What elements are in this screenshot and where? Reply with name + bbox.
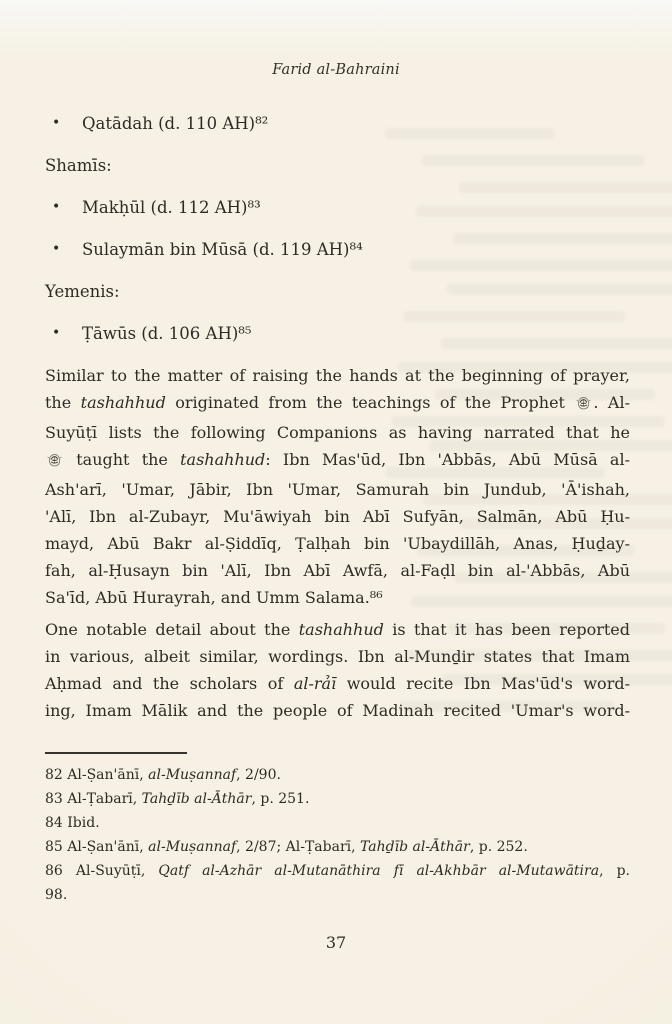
footnote-line: 86 Al-Suyūṭī, Qatf al-Azhār al-Mutanāthira fī al-Akhbār al-Mutawātira, p. (45, 863, 630, 879)
list-item (45, 110, 630, 137)
footnote-line: 84 Ibid. (45, 815, 100, 831)
list-item-text: Qatādah (d. 110 AH)⁸² (82, 114, 269, 133)
list-item-text: Ṭāwūs (d. 106 AH)⁸⁵ (82, 324, 252, 343)
list-item-text: Shamīs: (45, 156, 112, 175)
prophet-honorific-icon (575, 392, 592, 419)
paragraph-line: 'Alī, Ibn al-Zubayr, Mu'āwiyah bin Abī Sufyān, Salmān, Abū Ḥu- (45, 507, 630, 526)
paragraph-line: Suyūṭī lists the following Companions as having narrated that he (45, 423, 630, 442)
paragraph-line: Ash'arī, 'Umar, Jābir, Ibn 'Umar, Samurah bin Jundub, 'Ā'ishah, (45, 480, 630, 499)
footnotes (45, 763, 630, 907)
bullet-dot-icon: • (52, 241, 61, 257)
page-number: 37 (325, 933, 347, 952)
footnote-separator-rule (45, 752, 187, 754)
paragraph-line: fah, al-Ḥusayn bin 'Alī, Ibn Abī Awfā, al-Faḍl bin al-'Abbās, Abū (45, 561, 630, 580)
paragraph-line: Aḥmad and the scholars of al-rảī would recite Ibn Mas'ūd's word- (45, 674, 630, 693)
running-head-title: Farid al-Bahraini (272, 62, 400, 78)
prophet-honorific-icon (46, 449, 63, 476)
paragraph-line: in various, albeit similar, wordings. Ibn al-Munḏir states that Imam (45, 647, 630, 666)
list-item (45, 236, 630, 263)
list-group-label (45, 152, 630, 179)
list-item-text: Makḥūl (d. 112 AH)⁸³ (82, 198, 261, 217)
footnote-line: 83 Al-Ṭabarī, Tahḏīb al-Āthār, p. 251. (45, 791, 310, 807)
bullet-dot-icon: • (52, 199, 61, 215)
list-item (45, 320, 630, 347)
list-item-text: Sulaymān bin Mūsā (d. 119 AH)⁸⁴ (82, 240, 363, 259)
paragraph-line: the tashahhud originated from the teachings of the Prophet . Al- (45, 389, 630, 419)
footnote-line: 98. (45, 887, 68, 903)
footnote-line: 85 Al-Ṣan'ānī, al-Muṣannaf, 2/87; Al-Ṭabarī, Tahḏīb al-Āthār, p. 252. (45, 839, 528, 855)
list-item-text: Yemenis: (45, 282, 120, 301)
paragraph-line: One notable detail about the tashahhud is that it has been reported (45, 620, 630, 639)
paragraph-line: mayd, Abū Bakr al-Ṣiddīq, Ṭalḥah bin 'Ubaydillāh, Anas, Ḥuḏay- (45, 534, 630, 553)
list-group-label (45, 278, 630, 305)
paragraph-line: taught the tashahhud: Ibn Mas'ūd, Ibn 'Abbās, Abū Mūsā al- (45, 446, 630, 476)
footnote-line: 82 Al-Ṣan'ānī, al-Muṣannaf, 2/90. (45, 767, 281, 783)
body-paragraph-2 (45, 616, 630, 724)
body-paragraph-1 (45, 362, 630, 611)
paragraph-line: Similar to the matter of raising the hands at the beginning of prayer, (45, 366, 630, 385)
bullet-dot-icon: • (52, 325, 61, 341)
bullet-dot-icon: • (52, 115, 61, 131)
paragraph-line: ing, Imam Mālik and the people of Madinah recited 'Umar's word- (45, 701, 630, 720)
paragraph-line: Sa'īd, Abū Hurayrah, and Umm Salama.⁸⁶ (45, 588, 383, 607)
narrators-list (45, 110, 630, 362)
list-item (45, 194, 630, 221)
